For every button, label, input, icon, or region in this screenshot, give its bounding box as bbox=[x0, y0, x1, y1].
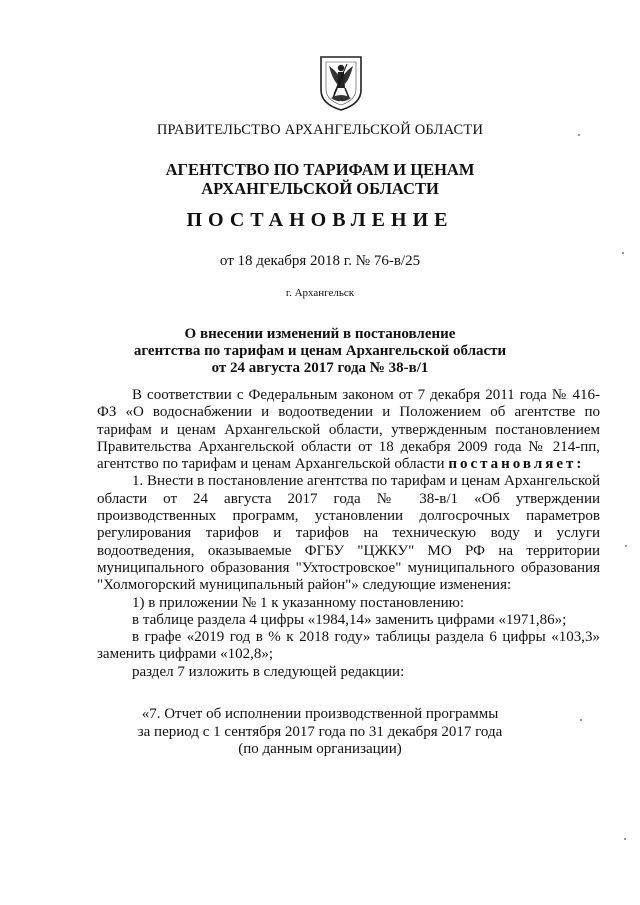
scan-speck bbox=[578, 134, 580, 136]
subject-line2: агентства по тарифам и ценам Архангельской области bbox=[133, 343, 507, 359]
agency-name-line1: АГЕНТСТВО ПО ТАРИФАМ И ЦЕНАМ bbox=[165, 160, 475, 179]
decree-date-number: от 18 декабря 2018 г. № 76-в/25 bbox=[219, 253, 421, 269]
preamble-paragraph bbox=[97, 387, 600, 473]
subitem1a-paragraph: в таблице раздела 4 цифры «1984,14» заменить цифрами «1971,86»; bbox=[132, 611, 567, 628]
subitem1b-paragraph: в графе «2019 год в % к 2018 году» таблицы раздела 6 цифры «103,3» заменить цифрами «102,8»; bbox=[97, 629, 600, 663]
coat-of-arms-emblem bbox=[317, 54, 365, 112]
agency-name bbox=[0, 160, 640, 198]
section7-line1: «7. Отчет об исполнении производственной программы bbox=[141, 706, 499, 722]
subject-line1: О внесении изменений в постановление bbox=[184, 326, 456, 342]
decree-body bbox=[97, 387, 600, 681]
subitem1-paragraph: 1) в приложении № 1 к указанному постановлению: bbox=[132, 594, 464, 611]
decree-title: ПОСТАНОВЛЕНИЕ bbox=[186, 209, 454, 231]
section7-line3: (по данным организации) bbox=[238, 741, 402, 757]
section7-heading bbox=[0, 706, 640, 759]
subitem1c-paragraph: раздел 7 изложить в следующей редакции: bbox=[132, 663, 405, 680]
subject-line3: от 24 августа 2017 года № 38-в/1 bbox=[211, 360, 429, 376]
scan-speck bbox=[622, 252, 624, 254]
decree-city: г. Архангельск bbox=[285, 287, 355, 299]
scan-speck bbox=[580, 719, 582, 721]
preamble-text: В соответствии с Федеральным законом от 7 декабря 2011 года № 416-ФЗ «О водоснабжении и водоотведении и Положением об агентстве по тарифам и ценам Архангельской области, утвержденным постановлением Правительства Архангельской области от 18 декабря 2009 года № 214-пп, агентство по тарифам и ценам Архангельской области bbox=[97, 387, 600, 473]
resolves-word: постановляет: bbox=[448, 456, 585, 473]
agency-name-line2: АРХАНГЕЛЬСКОЙ ОБЛАСТИ bbox=[201, 179, 439, 198]
decree-subject bbox=[0, 326, 640, 377]
scan-speck bbox=[625, 545, 627, 547]
government-name: ПРАВИТЕЛЬСТВО АРХАНГЕЛЬСКОЙ ОБЛАСТИ bbox=[156, 122, 484, 138]
scan-speck bbox=[624, 838, 626, 840]
item1-paragraph: 1. Внести в постановление агентства по тарифам и ценам Архангельской области от 24 августа 2017 года № 38-в/1 «Об утверждении производственных программ, установлении долгосрочных параметров регулирования тарифов и тарифов на техническую воду и услуги водоотведения, оказываемые ФГБУ "ЦЖКУ" МО РФ на территории муниципального образования "Ухтостровское" муниципального образования "Холмогорский муниципальный район"» следующие изменения: bbox=[97, 473, 600, 594]
section7-line2: за период с 1 сентября 2017 года по 31 декабря 2017 года bbox=[137, 723, 503, 740]
